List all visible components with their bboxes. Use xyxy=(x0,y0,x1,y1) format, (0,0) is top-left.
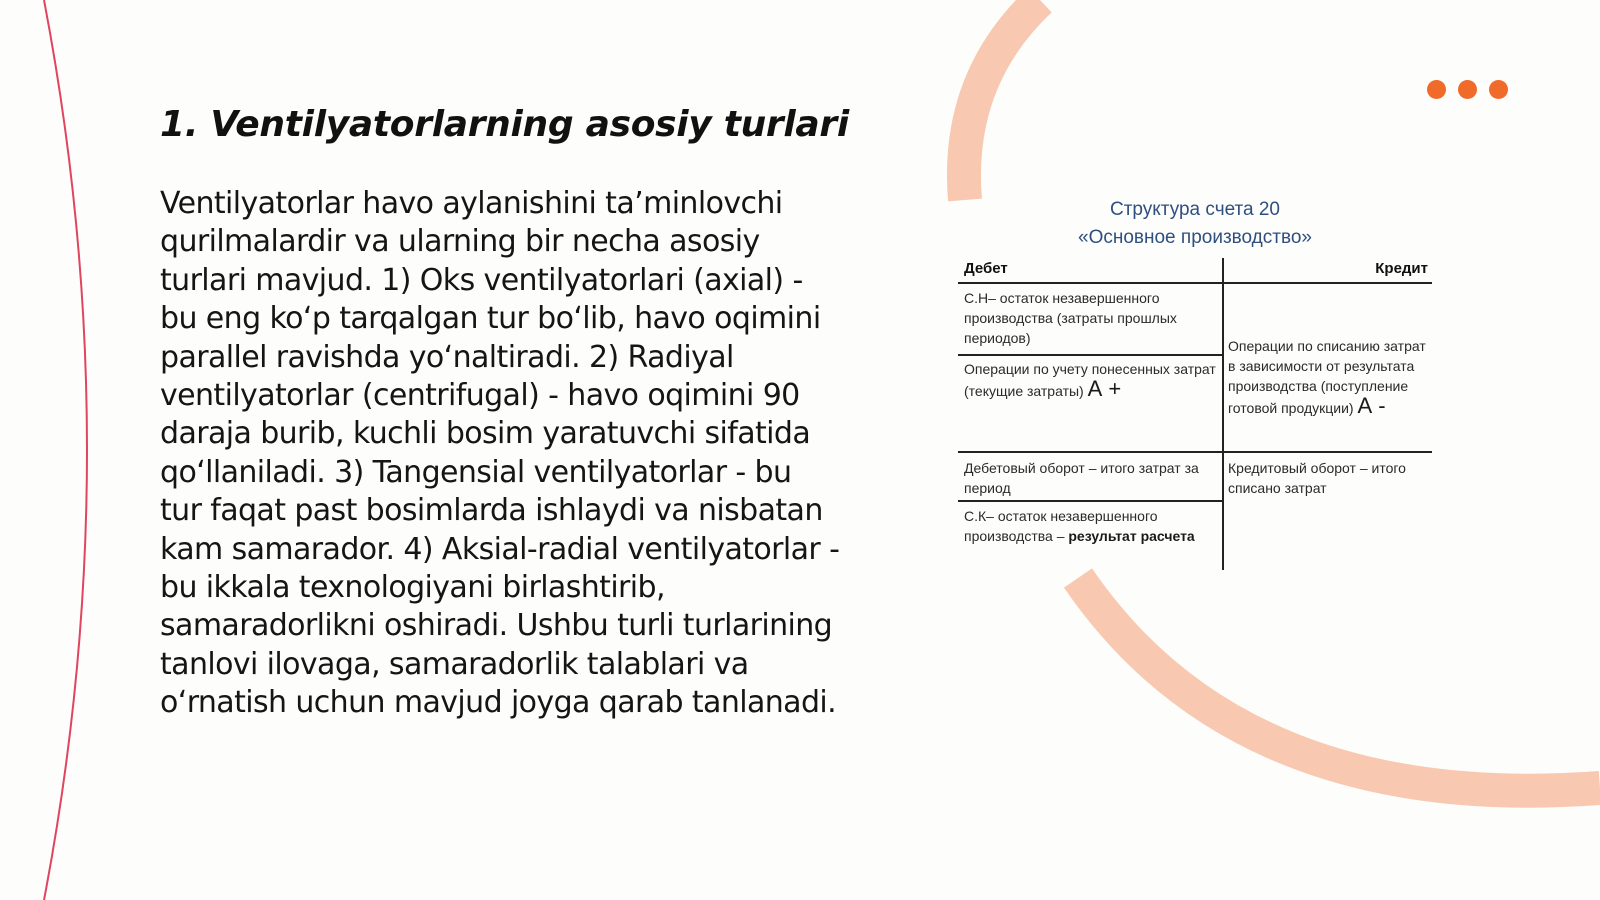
debit-operations-sign: А + xyxy=(1087,376,1122,401)
credit-header: Кредит xyxy=(1375,260,1428,277)
debit-opening-balance xyxy=(964,288,1218,348)
credit-operations xyxy=(1228,336,1432,418)
header-divider xyxy=(958,282,1432,284)
slide-body-text: Ventilyatorlar havo aylanishini ta’minlovchi qurilmalardir va ularning bir necha asosiy turlari mavjud. 1) Oks ventilyatorlari (axial) - bu eng ko‘p tarqalgan tur bo‘lib, havo oqimini parallel ravishda yo‘naltiradi. 2) Radiyal ventilyatorlar (centrifugal) - havo oqimini 90 daraja burib, kuchli bosim yaratuvchi sifatida qo‘llaniladi. 3) Tangensial ventilyatorlar - bu tur faqat past bosimlarda ishlaydi va nisbatan kam samarador. 4) Aksial-radial ventilyatorlar - bu ikkala texnologiyani birlashtirib, samaradorlikni oshiradi. Ushbu turli turlarining tanlovi ilovaga, samaradorlik talablari va o‘rnatish uchun mavjud joyga qarab tanlanadi. xyxy=(160,186,840,721)
debit-header: Дебет xyxy=(964,260,1008,277)
account-structure-diagram xyxy=(958,196,1432,576)
ledger-title-line-1: Структура счета 20 xyxy=(1109,199,1280,220)
left-decorative-line xyxy=(44,0,87,900)
dot xyxy=(1458,80,1477,99)
debit-closing-balance xyxy=(964,506,1218,546)
debit-operations-text: Операции по учету понесенных затрат (текущие затраты) xyxy=(964,361,1216,399)
credit-operations-text: Операции по списанию затрат в зависимости от результата производства (поступление готовой продукции) xyxy=(1228,338,1426,416)
debit-turnover-text: Дебетовый оборот – итого затрат за период xyxy=(964,460,1199,496)
menu-dots-icon xyxy=(1427,80,1508,99)
debit-row-divider-1 xyxy=(958,354,1222,356)
debit-closing-bold: результат расчета xyxy=(1068,528,1195,544)
center-divider xyxy=(1222,258,1224,570)
debit-row-divider-2 xyxy=(958,500,1222,502)
credit-turnover xyxy=(1228,458,1432,498)
bottom-decorative-arc xyxy=(1078,578,1600,791)
credit-turnover-text: Кредитовый оборот – итого списано затрат xyxy=(1228,460,1406,496)
dot xyxy=(1427,80,1446,99)
debit-closing-text: С.К– остаток незавершенного производства – xyxy=(964,508,1158,544)
credit-operations-sign: А - xyxy=(1357,393,1386,418)
dot xyxy=(1489,80,1508,99)
ledger-title-line-2: «Основное производство» xyxy=(1078,227,1312,248)
top-decorative-arc xyxy=(964,0,1040,200)
ledger-title xyxy=(958,196,1432,252)
debit-operations xyxy=(964,359,1220,401)
debit-turnover xyxy=(964,458,1214,498)
turnover-divider xyxy=(958,451,1432,453)
slide-title: 1. Ventilyatorlarning asosiy turlari xyxy=(160,104,849,145)
debit-opening-balance-text: С.Н– остаток незавершенного производства (затраты прошлых периодов) xyxy=(964,290,1177,346)
